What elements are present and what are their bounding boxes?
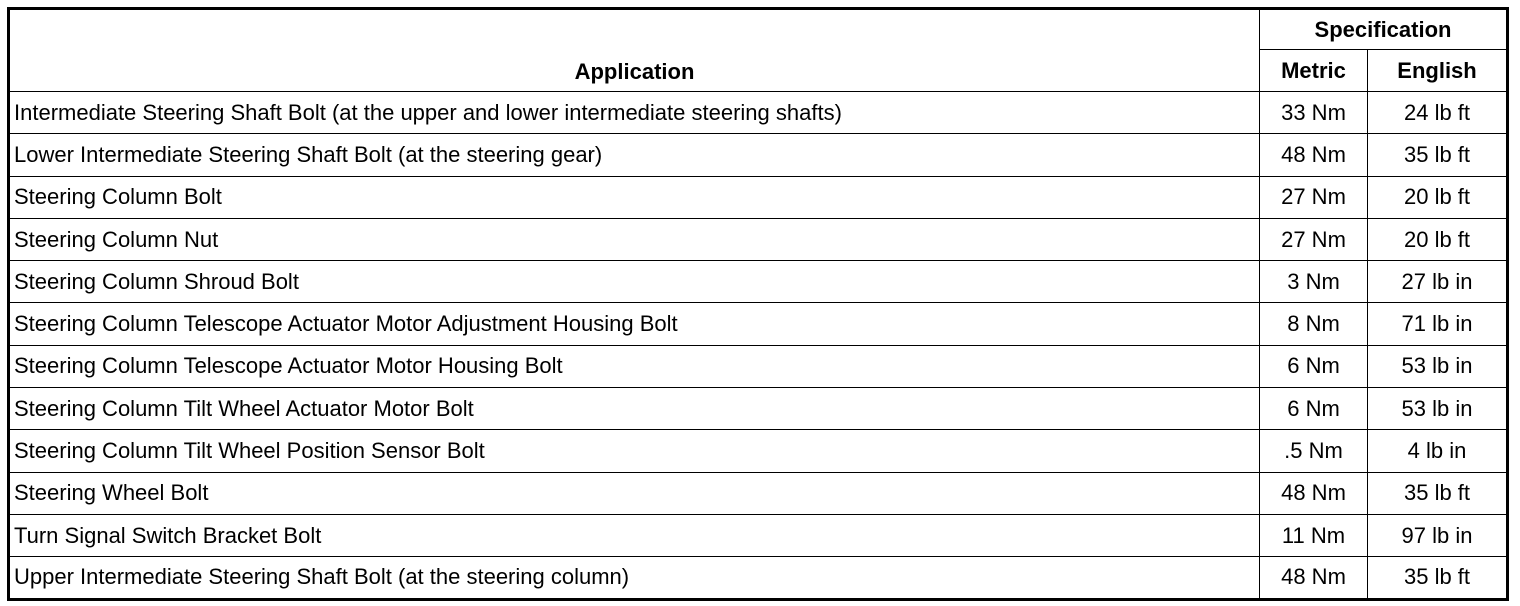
metric-cell: 27 Nm <box>1260 218 1368 260</box>
metric-cell: 3 Nm <box>1260 261 1368 303</box>
application-cell: Steering Column Tilt Wheel Position Sensor Bolt <box>9 430 1260 472</box>
metric-cell: .5 Nm <box>1260 430 1368 472</box>
metric-cell: 8 Nm <box>1260 303 1368 345</box>
table-row <box>9 388 1508 430</box>
english-cell: 71 lb in <box>1368 303 1508 345</box>
application-cell: Steering Column Bolt <box>9 176 1260 218</box>
application-cell: Steering Column Telescope Actuator Motor Adjustment Housing Bolt <box>9 303 1260 345</box>
metric-cell: 27 Nm <box>1260 176 1368 218</box>
application-cell: Steering Column Telescope Actuator Motor Housing Bolt <box>9 345 1260 387</box>
fastener-specification-table <box>7 7 1509 601</box>
application-cell: Intermediate Steering Shaft Bolt (at the upper and lower intermediate steering shafts) <box>9 92 1260 134</box>
english-cell: 53 lb in <box>1368 345 1508 387</box>
table-body <box>9 92 1508 600</box>
application-cell: Turn Signal Switch Bracket Bolt <box>9 514 1260 556</box>
english-cell: 35 lb ft <box>1368 134 1508 176</box>
application-cell: Steering Column Shroud Bolt <box>9 261 1260 303</box>
english-cell: 20 lb ft <box>1368 218 1508 260</box>
specification-group-header: Specification <box>1260 9 1508 50</box>
metric-column-header: Metric <box>1260 50 1368 92</box>
table-row <box>9 92 1508 134</box>
metric-cell: 6 Nm <box>1260 345 1368 387</box>
table-row <box>9 176 1508 218</box>
table-row <box>9 218 1508 260</box>
table-row <box>9 345 1508 387</box>
table-row <box>9 472 1508 514</box>
application-column-header: Application <box>9 9 1260 92</box>
application-cell: Lower Intermediate Steering Shaft Bolt (at the steering gear) <box>9 134 1260 176</box>
table-row <box>9 514 1508 556</box>
metric-cell: 48 Nm <box>1260 472 1368 514</box>
english-cell: 20 lb ft <box>1368 176 1508 218</box>
metric-cell: 6 Nm <box>1260 388 1368 430</box>
english-cell: 35 lb ft <box>1368 557 1508 599</box>
english-cell: 97 lb in <box>1368 514 1508 556</box>
table-row <box>9 303 1508 345</box>
table-header <box>9 9 1508 92</box>
application-cell: Steering Wheel Bolt <box>9 472 1260 514</box>
english-cell: 4 lb in <box>1368 430 1508 472</box>
metric-cell: 11 Nm <box>1260 514 1368 556</box>
table-row <box>9 261 1508 303</box>
application-cell: Upper Intermediate Steering Shaft Bolt (at the steering column) <box>9 557 1260 599</box>
metric-cell: 48 Nm <box>1260 557 1368 599</box>
english-cell: 53 lb in <box>1368 388 1508 430</box>
table-row <box>9 430 1508 472</box>
table-row <box>9 134 1508 176</box>
english-column-header: English <box>1368 50 1508 92</box>
application-cell: Steering Column Tilt Wheel Actuator Motor Bolt <box>9 388 1260 430</box>
english-cell: 24 lb ft <box>1368 92 1508 134</box>
metric-cell: 48 Nm <box>1260 134 1368 176</box>
english-cell: 27 lb in <box>1368 261 1508 303</box>
english-cell: 35 lb ft <box>1368 472 1508 514</box>
application-cell: Steering Column Nut <box>9 218 1260 260</box>
metric-cell: 33 Nm <box>1260 92 1368 134</box>
table-row <box>9 557 1508 599</box>
